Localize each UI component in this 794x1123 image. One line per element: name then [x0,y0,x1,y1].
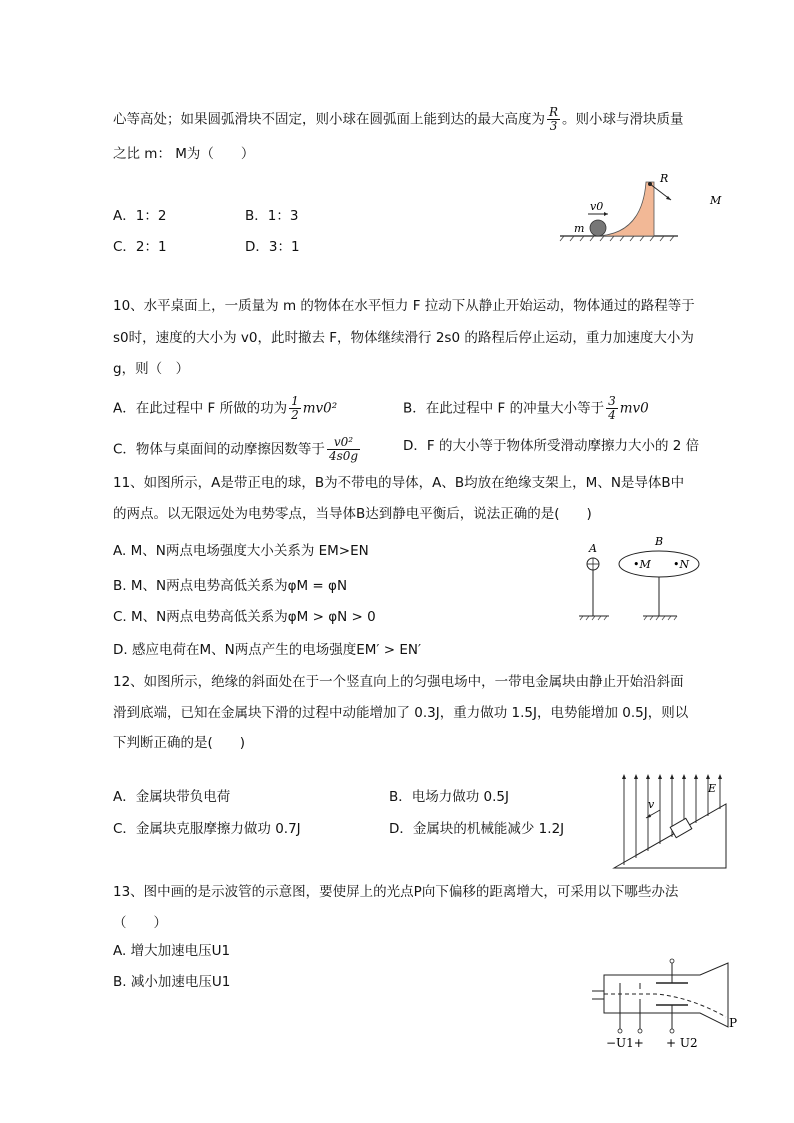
small-ball [590,220,606,236]
q12-stem-line3: 下判断正确的是( ) [113,735,246,751]
q9-frac-num: R [549,105,559,119]
q10-opt-b-den: 4 [608,408,616,422]
q9-frac-den: 3 [549,119,558,133]
q11-option-a: A. M、N两点电场强度大小关系为 EM>EN [113,543,369,559]
q9-stem-text-b: 。则小球与滑块质量 [562,111,684,128]
q11-stem-line1: 11、如图所示，A是带正电的球，B为不带电的导体，A、B均放在绝缘支架上，M、N是导体B中 [113,475,685,491]
q9-stem-text-a: 心等高处；如果圆弧滑块不固定，则小球在圆弧面上能到达的最大高度为 [113,111,545,128]
q9-option-a: A．1：2 [113,208,167,224]
q9-stem-line2: 之比 m： M为（ ） [113,146,255,162]
q10-option-c [113,436,362,463]
q13-stem-line1: 13、图中画的是示波管的示意图，要使屏上的光点P向下偏移的距离增大，可采用以下哪些办法 [113,884,679,900]
oscilloscope-tube [604,963,728,1027]
q10-opt-c-den: 4s0g [328,449,359,463]
q11-figure [575,535,715,622]
q12-option-c: C．金属块克服摩擦力做功 0.7J [113,821,301,837]
label-N-point: •N [673,558,690,571]
q9-option-c: C．2：1 [113,239,167,255]
label-R: R [660,172,669,185]
q10-stem-line3: g，则（ ） [113,361,190,377]
q10-opt-a-den: 2 [291,408,299,422]
q10-opt-b-expr: mv0 [619,400,649,417]
q10-opt-b-text: B．在此过程中 F 的冲量大小等于 [403,400,605,417]
incline [614,804,726,868]
q13-stem-line2: （ ） [113,915,167,931]
q11-option-c: C. M、N两点电势高低关系为φM > φN > 0 [113,609,376,625]
field-lines [624,776,720,865]
q11-stem-line2: 的两点。以无限远处为电势零点，当导体B达到静电平衡后，说法正确的是( ) [113,506,592,522]
q10-opt-b-num: 3 [608,394,616,408]
q10-opt-c-text: C．物体与桌面间的动摩擦因数等于 [113,441,325,458]
q10-opt-a-text: A．在此过程中 F 所做的功为 [113,400,288,417]
q10-opt-a-frac [289,395,301,422]
q10-stem-line1: 10、水平桌面上，一质量为 m 的物体在水平恒力 F 拉动下从静止开始运动，物体通过的路程等于 [113,298,695,314]
q10-opt-b-frac [606,395,618,422]
q11-option-b: B. M、N两点电势高低关系为φM = φN [113,578,348,594]
label-m: m [574,222,585,235]
q10-option-a [113,395,337,422]
label-A: A [589,542,597,555]
q10-stem-line2: s0时，速度的大小为 v0，此时撤去 F，物体继续滑行 2s0 的路程后停止运动，重力加速度大小为 [113,330,694,346]
q9-option-d: D．3：1 [245,239,300,255]
q9-stem-line1 [113,106,684,133]
label-P: P [729,1016,738,1030]
q12-option-a: A．金属块带负电荷 [113,789,231,805]
label-M-point: •M [633,558,651,571]
label-M: M [710,194,722,207]
q13-option-b: B. 减小加速电压U1 [113,974,231,990]
q10-option-b [403,395,649,422]
q13-option-a: A. 增大加速电压U1 [113,943,231,959]
ground-hatching [560,236,674,241]
q10-option-d: D．F 的大小等于物体所受滑动摩擦力大小的 2 倍 [403,438,700,454]
q12-figure [612,770,732,870]
label-E: E [708,782,717,795]
q10-opt-c-num: v0² [327,436,360,450]
q9-option-b: B．1：3 [245,208,299,224]
q11-option-d: D. 感应电荷在M、N两点产生的电场强度EM′ > EN′ [113,642,422,658]
label-U2: + U2 [666,1036,698,1050]
label-v0: v0 [590,200,604,213]
q12-option-d: D．金属块的机械能减少 1.2J [389,821,565,837]
q12-stem-line2: 滑到底端，已知在金属块下滑的过程中动能增加了 0.3J，重力做功 1.5J，电势能增加 0.5J，则以 [113,705,689,721]
q9-fraction [547,106,560,133]
label-U1: −U1+ [606,1036,644,1050]
label-v: v [648,798,655,811]
q10-opt-c-frac [327,436,360,463]
q12-stem-line1: 12、如图所示，绝缘的斜面处在于一个竖直向上的匀强电场中，一带电金属块由静止开始沿斜面 [113,674,684,690]
q9-figure [560,172,722,244]
q12-option-b: B．电场力做功 0.5J [389,789,510,805]
label-B: B [655,535,664,548]
metal-block [670,818,692,837]
q13-figure [590,955,740,1053]
q10-opt-a-num: 1 [291,394,299,408]
q10-opt-a-expr: mv0² [302,400,338,417]
